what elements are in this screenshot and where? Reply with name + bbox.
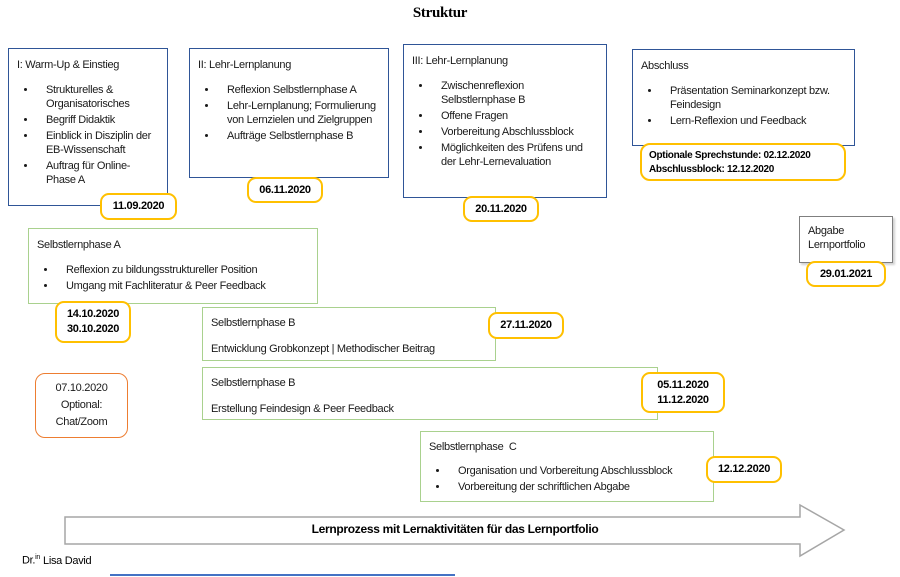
bullet-item: • Präsentation Seminarkonzept bzw. Feindesign — [661, 84, 846, 112]
note-line: Abschlussblock: 12.12.2020 — [649, 164, 775, 175]
session-box-lehrlernplanung-2 — [189, 48, 389, 178]
phase-box-a — [28, 228, 318, 304]
bullet-item: • Einblick in Disziplin der EB-Wissenschaft — [37, 129, 159, 157]
bullet-item: • Vorbereitung Abschlussblock — [432, 125, 598, 139]
bullet-list — [37, 263, 309, 293]
bullet-item: • Lern-Reflexion und Feedback — [661, 114, 846, 128]
footer-underline — [110, 574, 455, 576]
bullet-item: • Organisation und Vorbereitung Abschlussblock — [449, 464, 705, 478]
session-box-lehrlernplanung-3 — [403, 44, 607, 198]
date-badge-warmup: 11.09.2020 — [100, 193, 177, 220]
phase-description: Entwicklung Grobkonzept | Methodischer Beitrag — [211, 343, 435, 355]
bullet-item: • Zwischenreflexion Selbstlernphase B — [432, 79, 598, 107]
phase-box-b2 — [202, 367, 658, 420]
date-badge-phase-b1: 27.11.2020 — [488, 312, 564, 339]
date-badge-abgabe: 29.01.2021 — [806, 261, 886, 287]
chat-line: Optional: — [60, 399, 103, 411]
bullet-list — [412, 79, 598, 169]
author-credit — [22, 554, 91, 567]
box-title: Selbstlernphase B — [211, 317, 296, 329]
chat-line: Chat/Zoom — [55, 416, 108, 428]
date-badge-lehrlernplanung-3: 20.11.2020 — [463, 196, 539, 222]
session-box-warmup — [8, 48, 168, 206]
bullet-list — [17, 83, 159, 187]
author-superscript: in — [35, 554, 41, 561]
abgabe-line: Lernportfolio — [808, 239, 866, 251]
bullet-item: • Auftrag für Online-Phase A — [37, 159, 159, 187]
bullet-item: • Aufträge Selbstlernphase B — [218, 129, 380, 143]
box-title: I: Warm-Up & Einstieg — [17, 59, 120, 71]
page-title: Struktur — [412, 5, 468, 21]
date-badge-phase-a — [55, 301, 131, 343]
bullet-list — [198, 83, 380, 143]
chat-line: 07.10.2020 — [55, 382, 108, 394]
phase-box-c — [420, 431, 714, 502]
box-title: Abschluss — [641, 60, 689, 72]
abgabe-line: Abgabe — [808, 225, 845, 237]
optional-chat-box — [35, 373, 128, 438]
bullet-item: • Begriff Didaktik — [37, 113, 159, 127]
phase-box-b1 — [202, 307, 496, 361]
note-line: Optionale Sprechstunde: 02.12.2020 — [649, 150, 811, 161]
session-box-abschluss — [632, 49, 855, 146]
bullet-list — [429, 464, 705, 494]
author-name: Lisa David — [43, 554, 92, 567]
phase-description: Erstellung Feindesign & Peer Feedback — [211, 403, 394, 415]
date-badge-phase-b2 — [641, 372, 725, 413]
bullet-item: • Strukturelles & Organisatorisches — [37, 83, 159, 111]
bullet-item: • Lehr-Lernplanung; Formulierung von Lernzielen und Zielgruppen — [218, 99, 380, 127]
bullet-item: • Reflexion zu bildungsstruktureller Position — [57, 263, 309, 277]
date-line: 11.12.2020 — [657, 393, 709, 406]
bullet-item: • Möglichkeiten des Prüfens und der Lehr-Lernevaluation — [432, 141, 598, 169]
date-badge-lehrlernplanung-2: 06.11.2020 — [247, 177, 323, 203]
bullet-item: • Vorbereitung der schriftlichen Abgabe — [449, 480, 705, 494]
box-title: Selbstlernphase B — [211, 377, 296, 389]
process-arrow-label: Lernprozess mit Lernaktivitäten für das Lernportfolio — [311, 522, 599, 536]
abgabe-box — [799, 216, 893, 263]
date-badge-phase-c: 12.12.2020 — [706, 456, 782, 483]
bullet-item: • Umgang mit Fachliteratur & Peer Feedback — [57, 279, 309, 293]
box-title: II: Lehr-Lernplanung — [198, 59, 292, 71]
box-title: Selbstlernphase A — [37, 239, 121, 251]
date-line: 14.10.2020 — [66, 308, 120, 320]
date-line: 05.11.2020 — [657, 378, 709, 391]
box-title: Selbstlernphase C — [429, 441, 517, 453]
box-title: III: Lehr-Lernplanung — [412, 55, 508, 67]
bullet-item: • Offene Fragen — [432, 109, 598, 123]
date-badge-abschluss — [640, 143, 846, 181]
author-prefix: Dr. — [22, 554, 36, 567]
date-line: 30.10.2020 — [66, 323, 120, 335]
bullet-list — [641, 84, 846, 128]
bullet-item: • Reflexion Selbstlernphase A — [218, 83, 380, 97]
